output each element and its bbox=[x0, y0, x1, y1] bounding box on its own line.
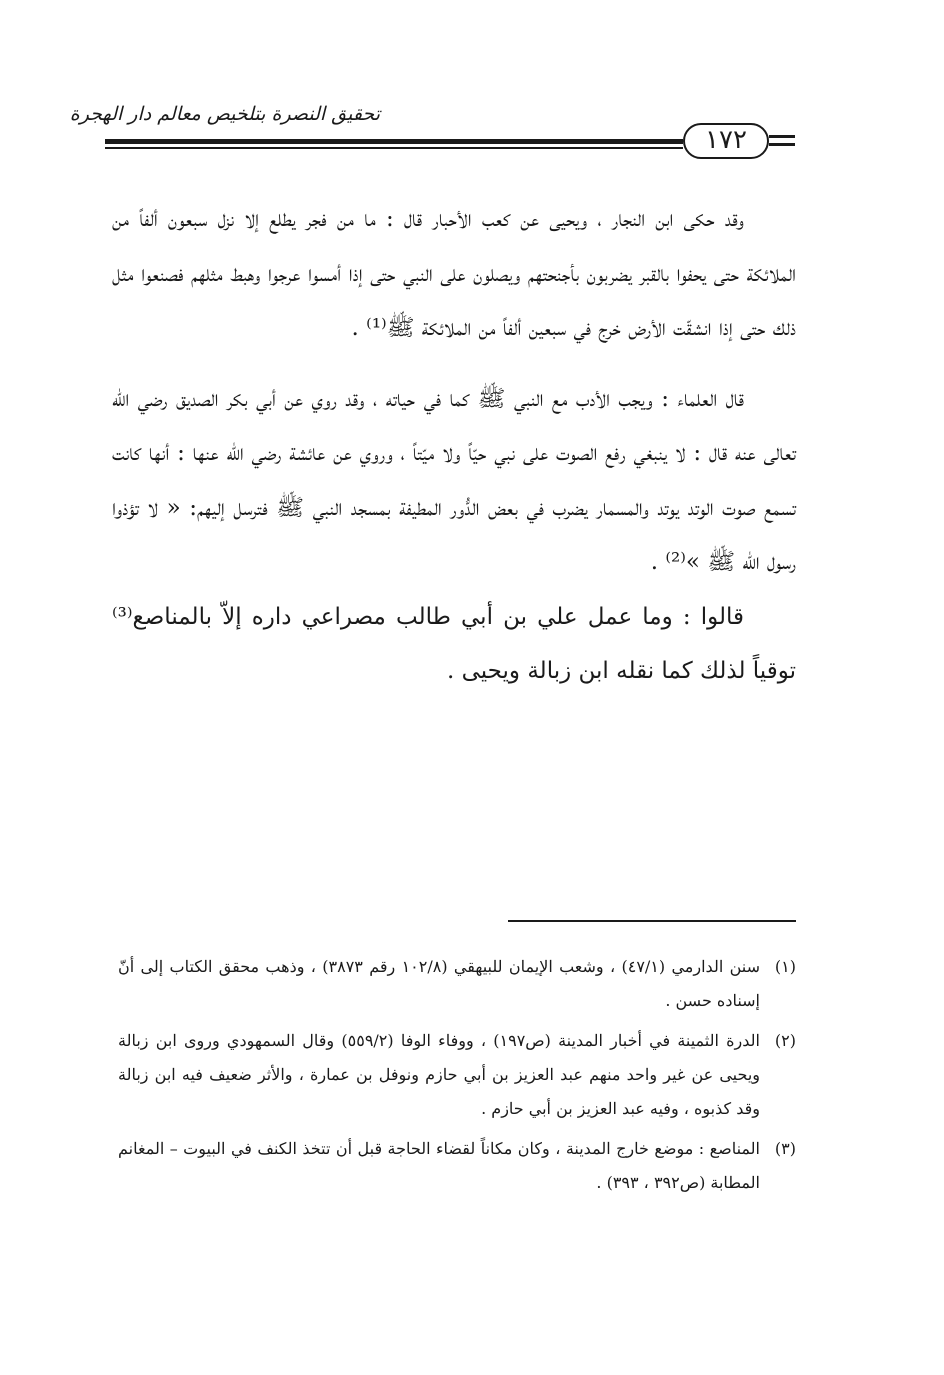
paragraph-3: قالوا : وما عمل علي بن أبي طالب مصراعي داره إلاّ بالمناصع⁽³⁾ توقياً لذلك كما نقله ابن زبالة ويحيى . bbox=[112, 603, 796, 684]
page-number: ١٧٢ bbox=[683, 123, 769, 159]
paragraph-1: وقد حكى ابن النجار ، ويحيى عن كعب الأحبار قال : ما من فجر يطلع إلا نزل سبعون ألفاً من الملائكة حتى يحفوا بالقبر يضربون بأجنحتهم ويصلون على النبي حتى إذا أمسوا عرجوا وهبط مثلهم فصنعوا مثل ذلك حتى إذا انشقّت الأرض خرج في سبعين ألفاً من الملائكة ﷺ⁽¹⁾ . bbox=[112, 206, 796, 341]
running-title: تحقيق النصرة بتلخيص معالم دار الهجرة bbox=[69, 103, 380, 125]
footnote-marker: (٢) bbox=[774, 1031, 796, 1050]
footnote-2 bbox=[118, 1024, 796, 1126]
page-header bbox=[69, 95, 795, 159]
footnote-1 bbox=[118, 950, 796, 1018]
footnote-marker: (١) bbox=[774, 957, 796, 976]
header-tail-rule-2 bbox=[769, 143, 795, 146]
header-rule-thin bbox=[105, 147, 683, 149]
footnote-separator bbox=[508, 920, 796, 922]
footnotes bbox=[118, 950, 796, 1206]
footnote-marker: (٣) bbox=[774, 1139, 796, 1158]
header-rule-thick bbox=[105, 139, 683, 144]
footnote-text: سنن الدارمي (٤٧/١) ، وشعب الإيمان للبيهقي (١٠٢/٨ رقم ٣٨٧٣) ، وذهب محقق الكتاب إلى أنّ إسناده حسن . bbox=[118, 957, 761, 1010]
footnote-text: الدرة الثمينة في أخبار المدينة (ص١٩٧) ، ووفاء الوفا (٥٥٩/٢) وقال السمهودي وروى ابن زبالة ويحيى عن غير واحد منهم عبد العزيز بن أبي حازم ونوفل بن عمارة ، والأثر ضعيف فيه ابن زبالة وقد كذبوه ، وفيه عبد العزيز بن أبي حازم . bbox=[118, 1031, 760, 1118]
footnote-text: المناصع : موضع خارج المدينة ، وكان مكاناً لقضاء الحاجة قبل أن تتخذ الكنف في البيوت – المغانم المطابة (ص٣٩٢ ، ٣٩٣) . bbox=[118, 1139, 761, 1192]
footnote-3 bbox=[118, 1132, 796, 1200]
main-text bbox=[112, 192, 796, 699]
paragraph-2: قال العلماء : ويجب الأدب مع النبي ﷺ كما في حياته ، وقد روي عن أبي بكر الصديق رضي الله تعالى عنه قال : لا ينبغي رفع الصوت على نبي حيّاً ولا ميّتاً ، وروي عن عائشة رضي الله عنها : أنها كانت تسمع صوت الوتد يوتد والمسمار يضرب في بعض الدُّور المطيفة بمسجد النبي ﷺ فترسل إليهم: « لا تؤذوا رسول الله ﷺ »⁽²⁾ . bbox=[112, 385, 796, 575]
header-tail-rule bbox=[769, 135, 795, 138]
